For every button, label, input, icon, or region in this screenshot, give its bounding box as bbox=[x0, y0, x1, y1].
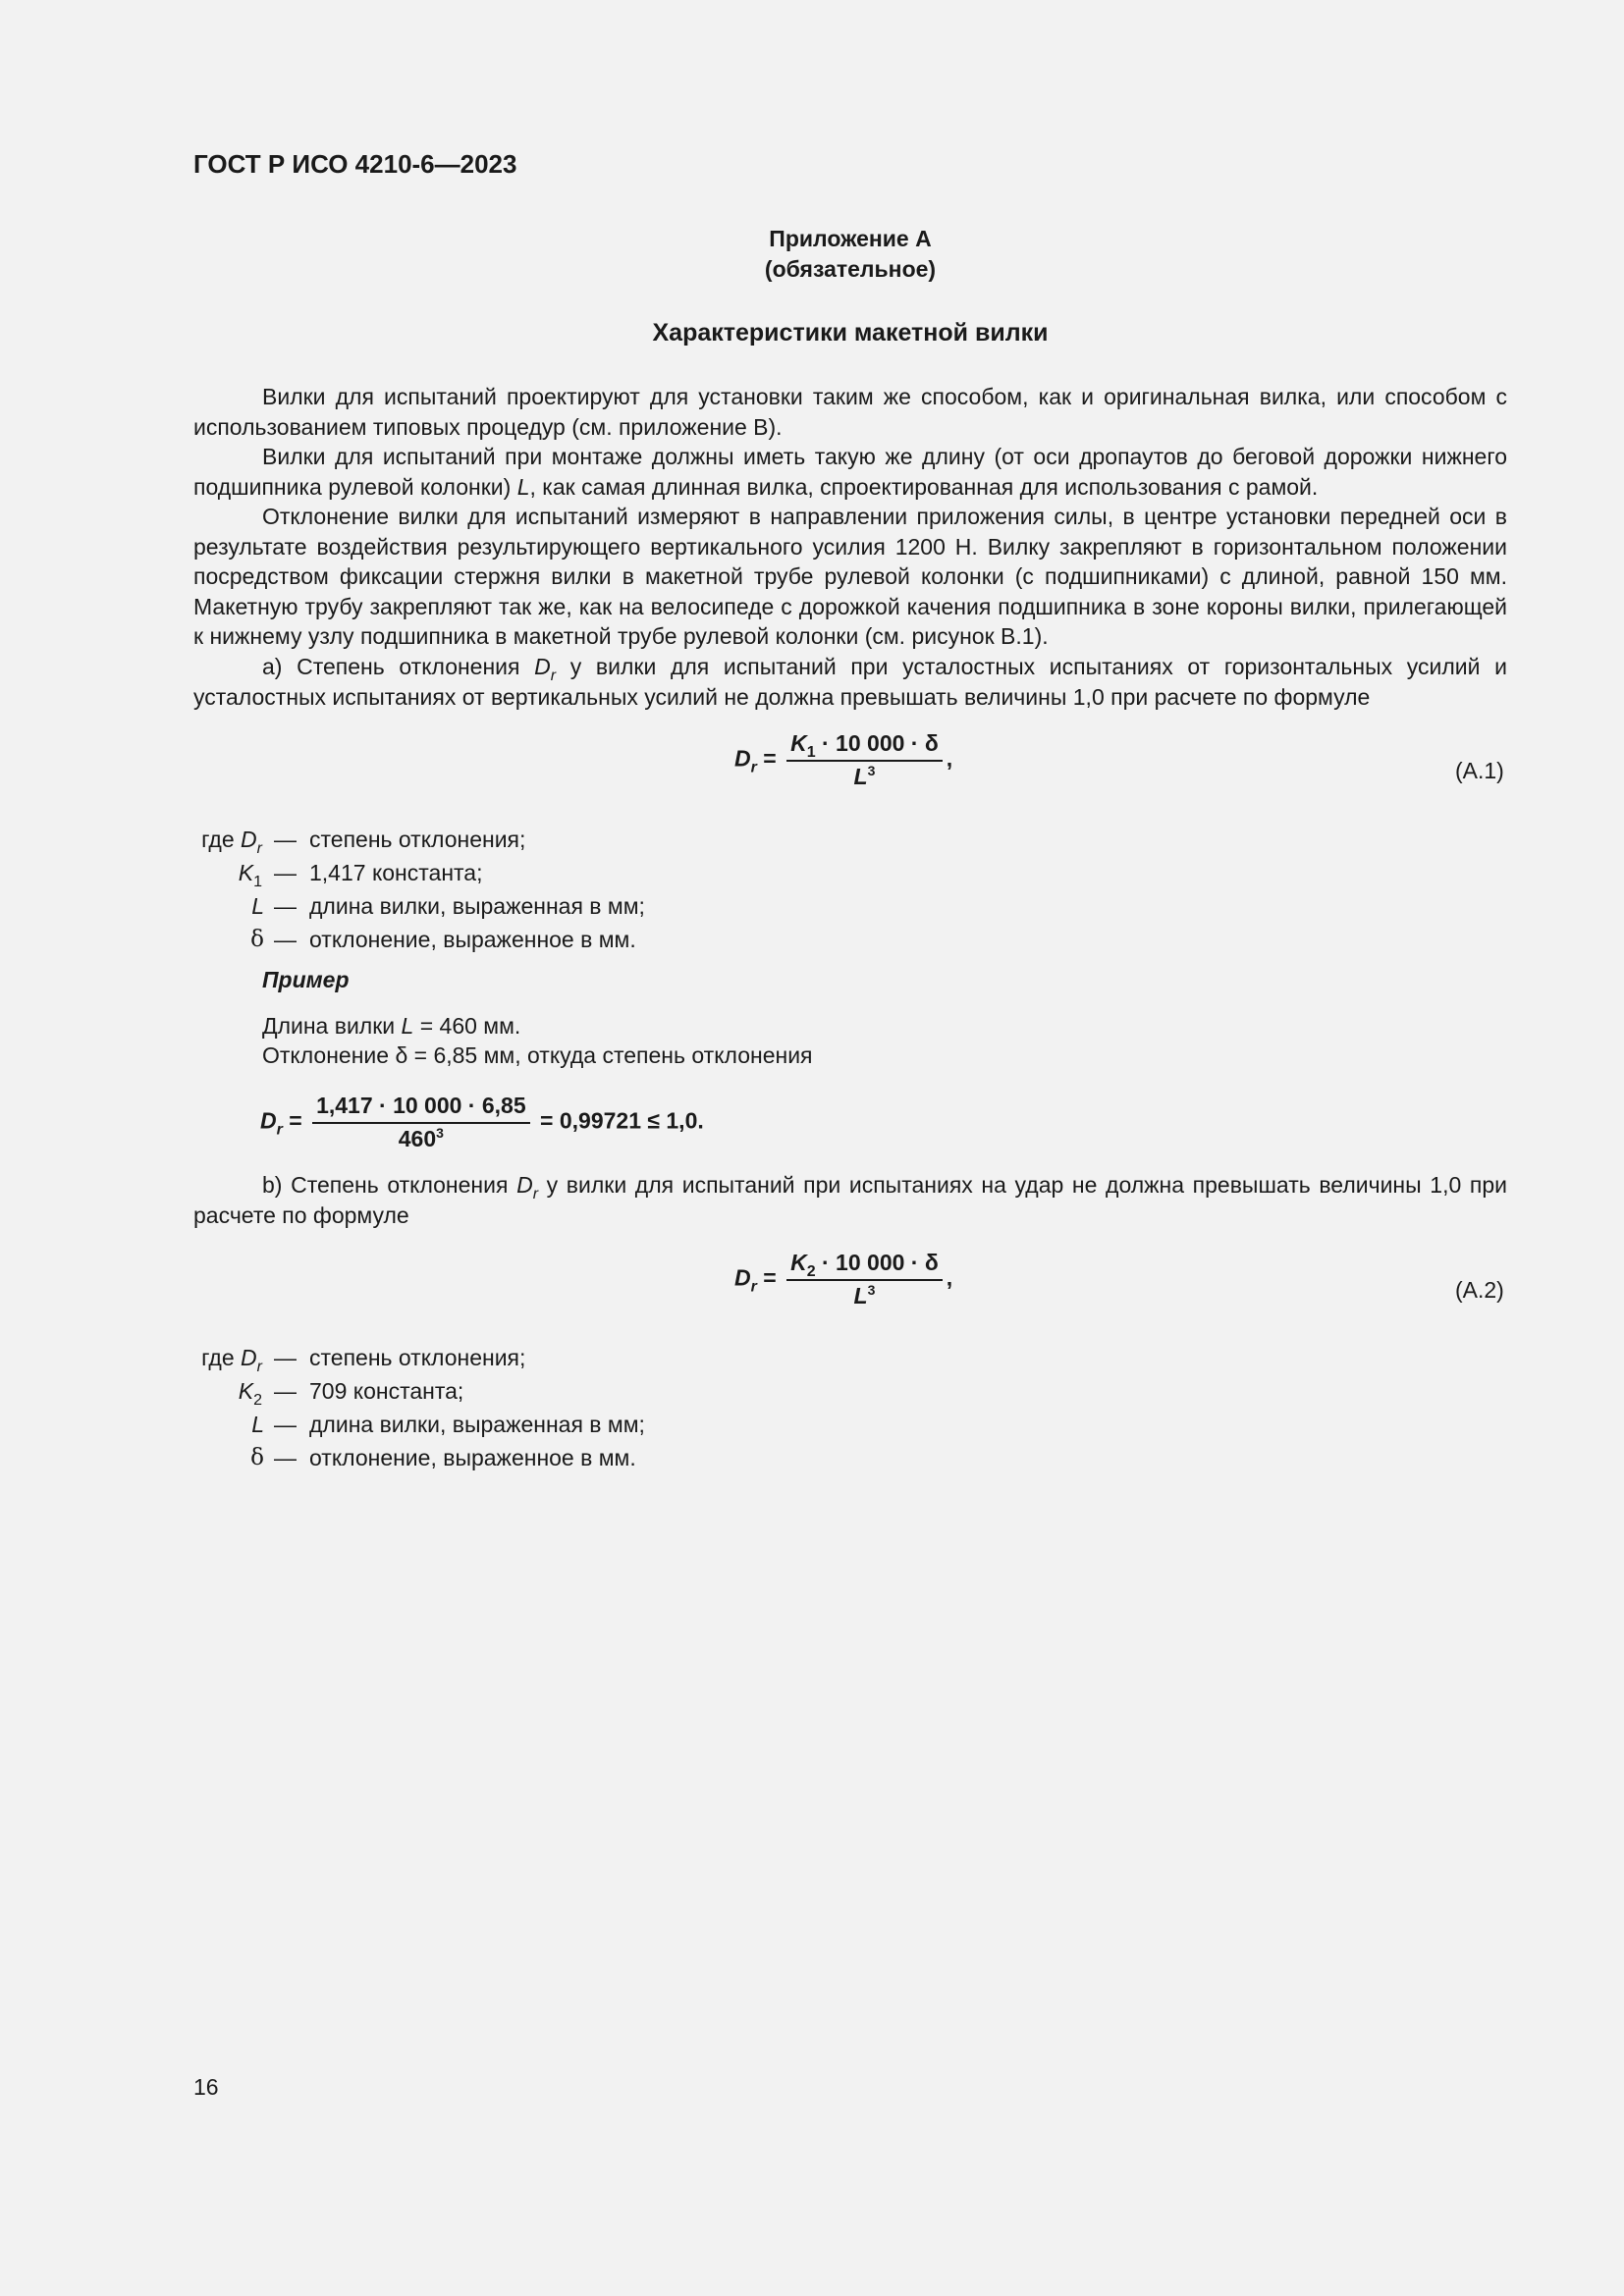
example-line-2: Отклонение δ = 6,85 мм, откуда степень отклонения bbox=[262, 1042, 813, 1068]
formula-a2-lhs-sub: r bbox=[750, 1278, 757, 1296]
legend-symbol: D bbox=[241, 1345, 257, 1370]
example-formula-result: = 0,99721 ≤ 1,0. bbox=[540, 1107, 704, 1134]
example-line-1-b: = 460 мм. bbox=[413, 1013, 521, 1039]
legend-dash: — bbox=[274, 827, 297, 852]
formula-a2-L: L bbox=[853, 1283, 868, 1308]
formula-a1-num-rest: · 10 000 · δ bbox=[815, 730, 939, 756]
formula-a1-lhs-sub: r bbox=[750, 759, 757, 776]
legend-symbol: δ bbox=[250, 927, 264, 952]
legend-symbol: L bbox=[251, 1412, 264, 1437]
formula-a1-lhs: D bbox=[734, 745, 751, 772]
formula-a1-numerator bbox=[786, 730, 943, 762]
legend-prefix: где bbox=[201, 827, 242, 852]
legend-dash: — bbox=[274, 1378, 297, 1404]
legend-description: длина вилки, выраженная в мм; bbox=[309, 1412, 645, 1437]
page-number: 16 bbox=[193, 2074, 219, 2100]
symbol-D-sub: r bbox=[550, 667, 557, 684]
paragraph-5-text-b: у вилки для испытаний при испытаниях на удар не должна превышать величины 1,0 при расчете по формуле bbox=[193, 1172, 1507, 1228]
formula-a2-number: (А.2) bbox=[1455, 1277, 1504, 1303]
formula-a2-K: K bbox=[790, 1250, 807, 1275]
example-line-1 bbox=[262, 1013, 520, 1040]
example-formula-fraction bbox=[312, 1093, 530, 1152]
formula-a1-denominator bbox=[786, 762, 943, 790]
formula-a1-L-sup: 3 bbox=[867, 763, 876, 778]
paragraph-4 bbox=[193, 652, 1507, 712]
symbol-L: L bbox=[516, 473, 530, 500]
symbol-D-sub: r bbox=[532, 1186, 539, 1202]
appendix-title: Приложение А bbox=[769, 226, 932, 251]
legend-symbol: K bbox=[238, 860, 254, 885]
legend-symbol-sub: 2 bbox=[253, 1392, 262, 1409]
paragraph-4-text-b: у вилки для испытаний при усталостных испытаниях от горизонтальных усилий и усталостных испытаниях от вертикальных усилий не должна превышать величины 1,0 при расчете по формуле bbox=[193, 654, 1508, 710]
legend-description: 1,417 константа; bbox=[309, 860, 483, 885]
paragraph-1: Вилки для испытаний проектируют для установки таким же способом, как и оригинальная вилка, или способом с использованием типовых процедур (см. приложение В). bbox=[193, 384, 1507, 440]
symbol-D: D bbox=[534, 654, 551, 679]
formula-a2-equals: = bbox=[756, 1264, 777, 1291]
legend-description: отклонение, выраженное в мм. bbox=[309, 927, 636, 952]
legend-dash: — bbox=[274, 1445, 297, 1470]
formula-a2 bbox=[734, 1250, 952, 1309]
legend-dash: — bbox=[274, 1412, 297, 1437]
formula-a2-denominator bbox=[786, 1281, 943, 1309]
example-title: Пример bbox=[262, 967, 350, 992]
legend-description: степень отклонения; bbox=[309, 1345, 526, 1370]
symbol-D: D bbox=[516, 1172, 533, 1198]
formula-a2-num-rest: · 10 000 · δ bbox=[815, 1250, 939, 1275]
legend-symbol-sub: r bbox=[256, 1359, 262, 1375]
legend-symbol-sub: 1 bbox=[253, 874, 262, 890]
example-line-1-a: Длина вилки bbox=[262, 1013, 402, 1039]
paragraph-2-text-a: Вилки для испытаний при монтаже должны иметь такую же длину (от оси дропаутов до беговой дорожки нижнего подшипника рулевой колонки) bbox=[193, 444, 1507, 500]
formula-a2-L-sup: 3 bbox=[867, 1282, 876, 1298]
paragraph-3: Отклонение вилки для испытаний измеряют в направлении приложения силы, в центре установки передней оси в результате воздействия результирующего вертикального усилия 1200 Н. Вилку закрепляют в горизонтальном положении посредством фиксации стержня вилки в макетной трубе рулевой колонки (с подшипниками) с длиной, равной 150 мм. Макетную трубу закрепляют так же, как на велосипеде с дорожкой качения подшипника в зоне короны вилки, прилегающей к нижнему узлу подшипника в макетной трубе рулевой колонки (см. рисунок В.1). bbox=[193, 504, 1507, 649]
formula-a1 bbox=[734, 730, 952, 790]
formula-a1-equals: = bbox=[756, 745, 777, 772]
formula-a1-number: (А.1) bbox=[1455, 758, 1504, 783]
formula-a1-comma: , bbox=[946, 745, 953, 772]
formula-a2-fraction bbox=[786, 1250, 943, 1309]
example-formula bbox=[260, 1093, 704, 1152]
example-formula-equals: = bbox=[282, 1107, 302, 1134]
legend-dash: — bbox=[274, 1345, 297, 1370]
formula-a1-L: L bbox=[853, 764, 868, 789]
legend-description: 709 константа; bbox=[309, 1378, 464, 1404]
paragraph-4-text-a: а) Степень отклонения bbox=[262, 654, 535, 679]
appendix-status: (обязательное) bbox=[764, 256, 937, 282]
legend-symbol: K bbox=[238, 1378, 254, 1404]
formula-a2-comma: , bbox=[946, 1264, 953, 1291]
document-code-header: ГОСТ Р ИСО 4210-6—2023 bbox=[193, 149, 517, 179]
example-formula-den-base: 460 bbox=[398, 1126, 437, 1151]
example-formula-numerator: 1,417 · 10 000 · 6,85 bbox=[312, 1093, 530, 1124]
formula-a1-K-sub: 1 bbox=[806, 744, 816, 761]
paragraph-5 bbox=[193, 1170, 1507, 1230]
legend-dash: — bbox=[274, 927, 297, 952]
example-formula-lhs-sub: r bbox=[276, 1121, 283, 1139]
example-formula-den-sup: 3 bbox=[436, 1125, 444, 1141]
example-formula-lhs: D bbox=[260, 1107, 277, 1134]
legend-dash: — bbox=[274, 860, 297, 885]
example-symbol-L: L bbox=[401, 1013, 414, 1039]
paragraph-2 bbox=[193, 442, 1507, 502]
formula-a2-numerator bbox=[786, 1250, 943, 1281]
legend-description: длина вилки, выраженная в мм; bbox=[309, 893, 645, 919]
formula-a2-K-sub: 2 bbox=[806, 1263, 816, 1280]
formula-a1-K: K bbox=[790, 730, 807, 756]
legend-dash: — bbox=[274, 893, 297, 919]
paragraph-5-text-a: b) Степень отклонения bbox=[262, 1172, 517, 1198]
example-formula-denominator bbox=[312, 1124, 530, 1152]
legend-symbol: L bbox=[251, 893, 264, 919]
legend-symbol-sub: r bbox=[256, 840, 262, 857]
appendix-heading: Характеристики макетной вилки bbox=[652, 319, 1049, 347]
formula-a1-fraction bbox=[786, 730, 943, 790]
legend-prefix: где bbox=[201, 1345, 242, 1370]
legend-description: отклонение, выраженное в мм. bbox=[309, 1445, 636, 1470]
legend-symbol: δ bbox=[250, 1445, 264, 1470]
legend-symbol: D bbox=[241, 827, 257, 852]
legend-description: степень отклонения; bbox=[309, 827, 526, 852]
paragraph-2-text-b: , как самая длинная вилка, спроектированная для использования с рамой. bbox=[529, 473, 1319, 500]
formula-a2-lhs: D bbox=[734, 1264, 751, 1291]
